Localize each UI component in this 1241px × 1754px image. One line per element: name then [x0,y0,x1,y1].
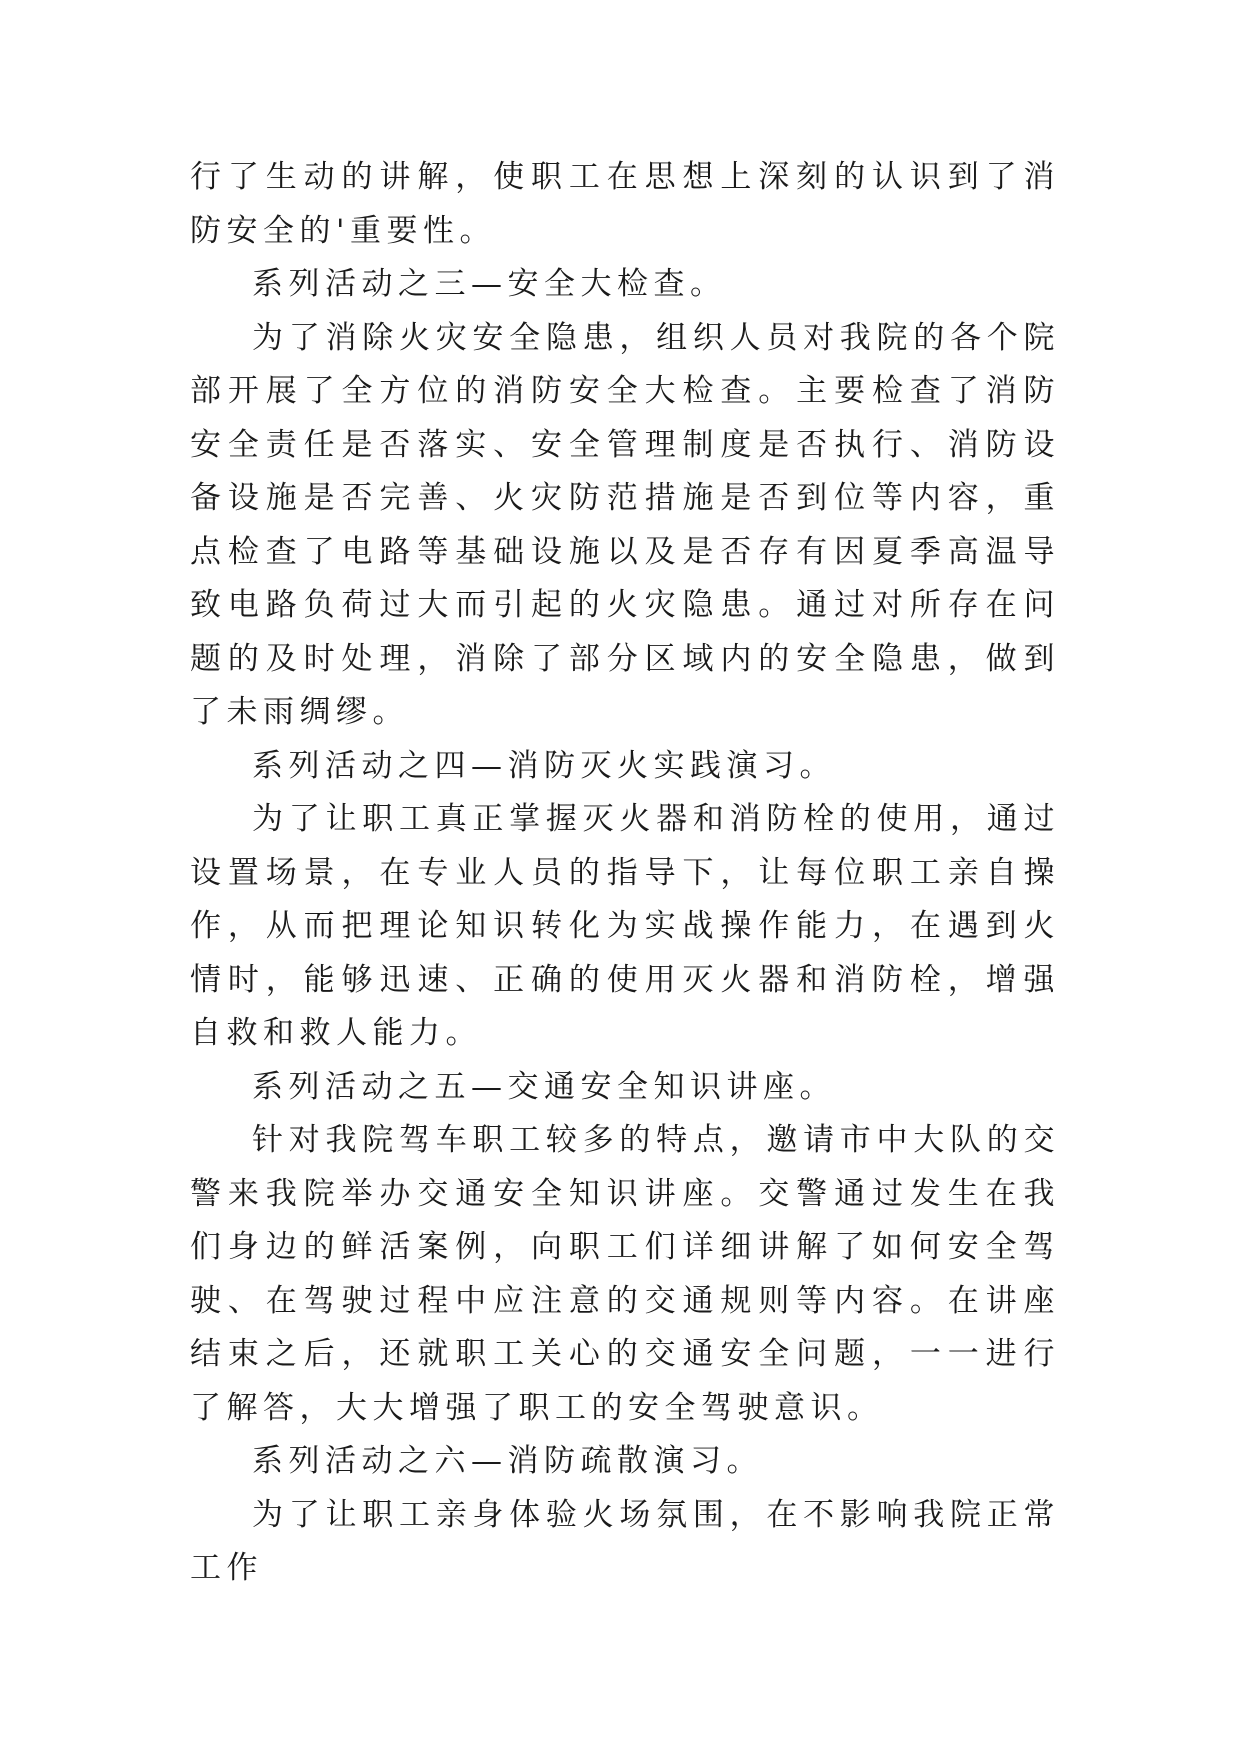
paragraph: 行了生动的讲解，使职工在思想上深刻的认识到了消防安全的'重要性。 [190,159,1060,249]
paragraph: 为了让职工亲身体验火场氛围，在不影响我院正常工作 [190,1496,1060,1586]
section-heading: 系列活动之六—消防疏散演习。 [252,1443,763,1479]
document-body [190,151,1060,1596]
paragraph: 针对我院驾车职工较多的特点，邀请市中大队的交警来我院举办交通安全知识讲座。交警通过发生在我们身边的鲜活案例，向职工们详细讲解了如何安全驾驶、在驾驶过程中应注意的交通规则等内容。在讲座结束之后，还就职工关心的交通安全问题，一一进行了解答，大大增强了职工的安全驾驶意识。 [190,1122,1060,1426]
section-heading: 系列活动之五—交通安全知识讲座。 [252,1068,836,1105]
paragraph: 为了让职工真正掌握灭火器和消防栓的使用，通过设置场景，在专业人员的指导下，让每位职工亲自操作，从而把理论知识转化为实战操作能力，在遇到火情时，能够迅速、正确的使用灭火器和消防栓，增强自救和救人能力。 [190,801,1060,1051]
paragraph: 为了消除火灾安全隐患，组织人员对我院的各个院部开展了全方位的消防安全大检查。主要检查了消防安全责任是否落实、安全管理制度是否执行、消防设备设施是否完善、火灾防范措施是否到位等内容，重点检查了电路等基础设施以及是否存有因夏季高温导致电路负荷过大而引起的火灾隐患。通过对所存在问题的及时处理，消除了部分区域内的安全隐患，做到了未雨绸缪。 [190,319,1060,730]
section-heading: 系列活动之四—消防灭火实践演习。 [252,747,836,784]
section-heading: 系列活动之三—安全大检查。 [252,266,727,302]
